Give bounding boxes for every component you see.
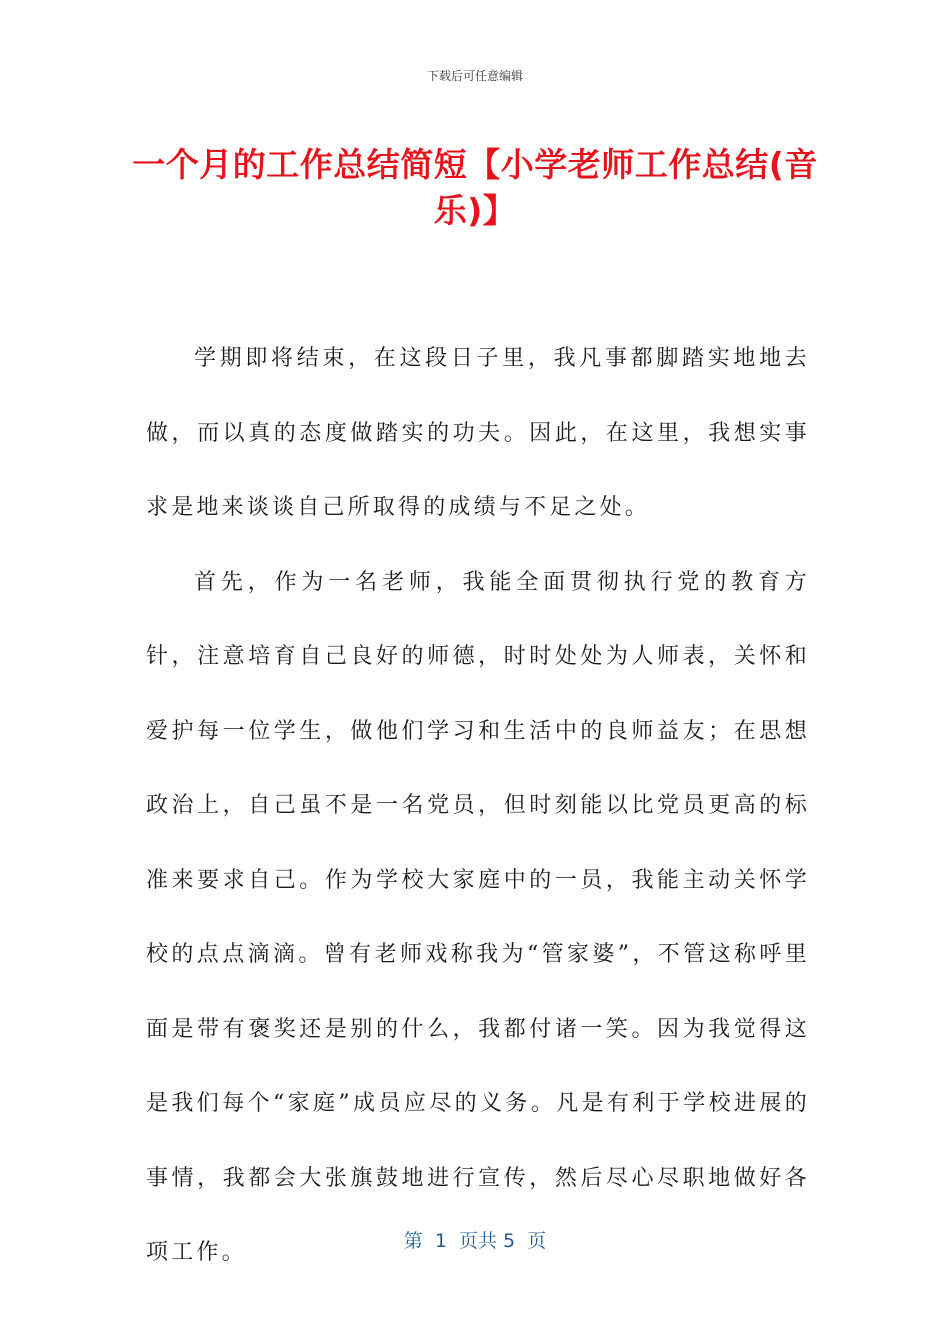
document-title: 一个月的工作总结简短【小学老师工作总结(音乐)】	[132, 145, 818, 230]
paragraph: 首先，作为一名老师，我能全面贯彻执行党的教育方针，注意培育自己良好的师德，时时处处为人师表，关怀和爱护每一位学生，做他们学习和生活中的良师益友；在思想政治上，自己虽不是一名党员，但时刻能以比党员更高的标准来要求自己。作为学校大家庭中的一员，我能主动关怀学校的点点滴滴。曾有老师戏称我为“管家婆”，不管这称呼里面是带有褒奖还是别的什么，我都付诸一笑。因为我觉得这是我们每个“家庭”成员应尽的义务。凡是有利于学校进展的事情，我都会大张旗鼓地进行宣传，然后尽心尽职地做好各项工作。	[146, 569, 810, 1265]
header-note: 下载后可任意编辑	[426, 69, 523, 83]
paragraph: 学期即将结束，在这段日子里，我凡事都脚踏实地地去做，而以真的态度做踏实的功夫。因此，在这里，我想实事求是地来谈谈自己所取得的成绩与不足之处。	[146, 346, 810, 520]
page-number-footer: 第 1 页共 5 页	[403, 1230, 547, 1252]
document-body	[146, 322, 810, 1291]
